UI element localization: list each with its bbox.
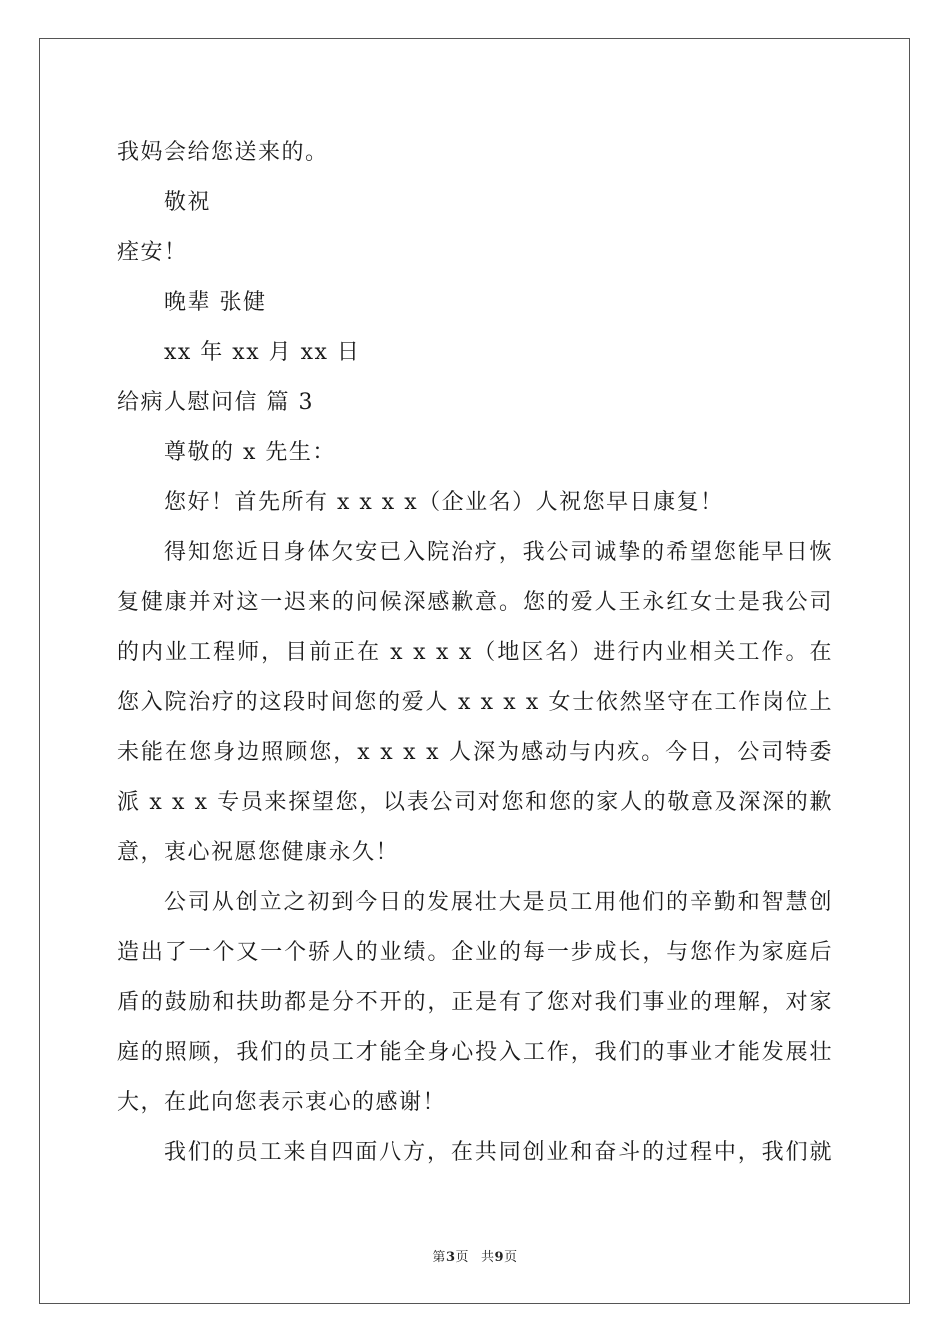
paragraph-line: 意，衷心祝愿您健康永久！ xyxy=(117,840,400,865)
salutation-line-1: 敬祝 xyxy=(164,190,212,215)
closing-line: 我妈会给您送来的。 xyxy=(117,140,329,165)
greeting: 尊敬的 x 先生： xyxy=(164,440,336,465)
paragraph-line: 庭的照顾，我们的员工才能全身心投入工作，我们的事业才能发展壮 xyxy=(117,1040,833,1065)
total-suffix: 页 xyxy=(504,1250,518,1265)
paragraph-line: 派 x x x 专员来探望您，以表公司对您和您的家人的敬意及深深的歉 xyxy=(117,790,833,815)
paragraph-line: 我们的员工来自四面八方，在共同创业和奋斗的过程中，我们就 xyxy=(164,1140,833,1165)
salutation-line-2: 痊安！ xyxy=(117,240,188,265)
paragraph-3 xyxy=(117,1128,833,1178)
paragraph-line: 您入院治疗的这段时间您的爱人 x x x x 女士依然坚守在工作岗位上 xyxy=(117,690,833,715)
total-page-number: 9 xyxy=(494,1250,505,1265)
paragraph-line: 大，在此向您表示衷心的感谢！ xyxy=(117,1090,447,1115)
page-footer xyxy=(0,1246,950,1265)
paragraph-2 xyxy=(117,878,833,1128)
paragraph-line: 得知您近日身体欠安已入院治疗，我公司诚挚的希望您能早日恢 xyxy=(164,540,833,565)
paragraph-line: 的内业工程师，目前正在 x x x x（地区名）进行内业相关工作。在 xyxy=(117,640,833,665)
section-title: 给病人慰问信 篇 3 xyxy=(117,390,314,415)
paragraph-line: 未能在您身边照顾您，x x x x 人深为感动与内疚。今日，公司特委 xyxy=(117,740,833,765)
intro-line: 您好！首先所有 x x x x（企业名）人祝您早日康复！ xyxy=(164,490,724,515)
signature: 晚辈 张健 xyxy=(164,290,267,315)
total-prefix: 共 xyxy=(481,1250,495,1265)
page-prefix: 第 xyxy=(432,1250,446,1265)
page-suffix: 页 xyxy=(455,1250,469,1265)
letter-date: xx 年 xx 月 xx 日 xyxy=(164,340,361,365)
paragraph-line: 复健康并对这一迟来的问候深感歉意。您的爱人王永红女士是我公司 xyxy=(117,590,833,615)
current-page-number: 3 xyxy=(445,1250,456,1265)
paragraph-line: 造出了一个又一个骄人的业绩。企业的每一步成长，与您作为家庭后 xyxy=(117,940,833,965)
paragraph-line: 盾的鼓励和扶助都是分不开的，正是有了您对我们事业的理解，对家 xyxy=(117,990,833,1015)
paragraph-1 xyxy=(117,528,833,878)
paragraph-line: 公司从创立之初到今日的发展壮大是员工用他们的辛勤和智慧创 xyxy=(164,890,833,915)
letter-body xyxy=(117,128,833,1178)
